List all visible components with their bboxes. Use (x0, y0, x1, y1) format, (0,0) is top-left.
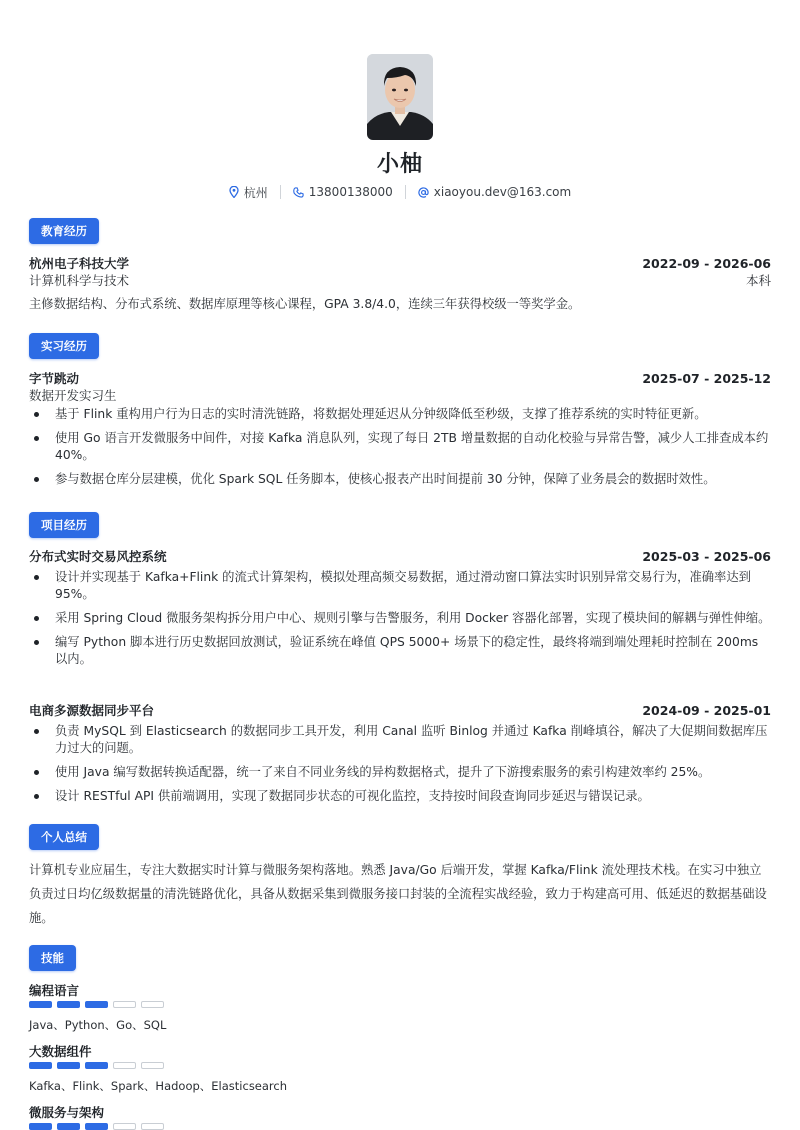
skill-detail: Kafka、Flink、Spark、Hadoop、Elasticsearch (29, 1079, 288, 1093)
list-item: 基于 Flink 重构用户行为日志的实时清洗链路，将数据处理延迟从分钟级降低至秒级，支撑了推荐系统的实时特征更新。 (29, 406, 771, 423)
skill-name: 大数据组件 (29, 1044, 92, 1059)
contact-location (229, 184, 268, 201)
internship-role-row (29, 386, 771, 404)
list-item: 参与数据仓库分层建模，优化 Spark SQL 任务脚本，使核心报表产出时间提前 30 分钟，保障了业务晨会的数据时效性。 (29, 471, 771, 488)
education-header-row (29, 254, 771, 272)
skill-name: 编程语言 (29, 983, 80, 998)
major: 计算机科学与技术 (29, 273, 130, 288)
contact-bar (0, 183, 800, 201)
school-name: 杭州电子科技大学 (29, 256, 130, 271)
list-item: 设计 RESTful API 供前端调用，实现了数据同步状态的可视化监控，支持按时间段查询同步延迟与错误记录。 (29, 788, 771, 805)
phone-icon (293, 187, 304, 198)
project-name: 分布式实时交易风控系统 (29, 549, 167, 564)
education-sub-row (29, 271, 771, 289)
skill-level-empty (141, 1123, 164, 1130)
skill-detail: Java、Python、Go、SQL (29, 1018, 167, 1032)
section-education-title: 教育经历 (29, 218, 99, 244)
skill-level-filled (29, 1001, 52, 1008)
project-dates: 2025-03 - 2025-06 (642, 548, 771, 564)
skill-level-empty (141, 1062, 164, 1069)
skill-level-filled (85, 1123, 108, 1130)
project-name: 电商多源数据同步平台 (29, 703, 155, 718)
skill-level-filled (57, 1001, 80, 1008)
education-dates: 2022-09 - 2026-06 (642, 255, 771, 271)
internship-dates: 2025-07 - 2025-12 (642, 370, 771, 386)
skill-level-filled (85, 1062, 108, 1069)
map-pin-icon (229, 186, 239, 198)
contact-email (418, 185, 571, 199)
phone-text: 13800138000 (308, 185, 393, 199)
list-item: 使用 Java 编写数据转换适配器，统一了来自不同业务线的异构数据格式，提升了下游搜索服务的索引构建效率约 25%。 (29, 764, 771, 781)
contact-divider (280, 185, 281, 199)
email-text: xiaoyou.dev@163.com (433, 185, 572, 199)
degree: 本科 (745, 273, 771, 288)
section-projects-title: 项目经历 (29, 512, 99, 538)
list-item: 编写 Python 脚本进行历史数据回放测试，验证系统在峰值 QPS 5000+ 场景下的稳定性，最终将端到端处理耗时控制在 200ms 以内。 (29, 634, 771, 668)
skill-level-bar (29, 1001, 164, 1009)
profile-photo (367, 54, 433, 140)
skill-name: 微服务与架构 (29, 1105, 105, 1120)
skill-level-filled (29, 1062, 52, 1069)
internship-header-row (29, 369, 771, 387)
project-bullets (29, 723, 771, 812)
list-item: 负责 MySQL 到 Elasticsearch 的数据同步工具开发，利用 Canal 监听 Binlog 并通过 Kafka 削峰填谷，解决了大促期间数据库压力过大的问题。 (29, 723, 771, 757)
skill-level-empty (141, 1001, 164, 1008)
internship-bullets (29, 406, 771, 495)
skill-level-filled (57, 1123, 80, 1130)
list-item: 采用 Spring Cloud 微服务架构拆分用户中心、规则引擎与告警服务，利用 Docker 容器化部署，实现了模块间的解耦与弹性伸缩。 (29, 610, 771, 627)
section-internship-title: 实习经历 (29, 333, 99, 359)
section-summary-title: 个人总结 (29, 824, 99, 850)
skill-level-empty (113, 1123, 136, 1130)
skill-level-filled (57, 1062, 80, 1069)
contact-divider (405, 185, 406, 199)
project-bullets (29, 569, 771, 675)
skill-level-filled (29, 1123, 52, 1130)
location-text: 杭州 (243, 185, 268, 200)
skill-level-filled (85, 1001, 108, 1008)
candidate-name: 小柚 (376, 152, 423, 177)
skill-level-bar (29, 1062, 164, 1070)
at-sign-icon (418, 187, 429, 198)
project-header-row (29, 547, 771, 565)
skill-level-empty (113, 1062, 136, 1069)
contact-phone (293, 185, 393, 199)
summary-text: 计算机专业应届生，专注大数据实时计算与微服务架构落地。熟悉 Java/Go 后端开发，掌握 Kafka/Flink 流处理技术栈。在实习中独立负责过日均亿级数据量的清洗链路优化，具备从数据采集到微服务接口封装的全流程实战经验，致力于构建高可用、低延迟的数据基础设施。 (29, 863, 767, 925)
section-skills-title: 技能 (29, 945, 76, 971)
company-name: 字节跳动 (29, 371, 80, 386)
skill-level-empty (113, 1001, 136, 1008)
list-item: 使用 Go 语言开发微服务中间件，对接 Kafka 消息队列，实现了每日 2TB 增量数据的自动化校验与异常告警，减少人工排查成本约 40%。 (29, 430, 771, 464)
project-header-row (29, 701, 771, 719)
list-item: 设计并实现基于 Kafka+Flink 的流式计算架构，模拟处理高频交易数据，通过滑动窗口算法实时识别异常交易行为，准确率达到 95%。 (29, 569, 771, 603)
education-description: 主修数据结构、分布式系统、数据库原理等核心课程，GPA 3.8/4.0，连续三年获得校级一等奖学金。 (29, 297, 581, 311)
skill-level-bar (29, 1123, 164, 1130)
project-dates: 2024-09 - 2025-01 (642, 702, 771, 718)
internship-role: 数据开发实习生 (29, 388, 117, 403)
